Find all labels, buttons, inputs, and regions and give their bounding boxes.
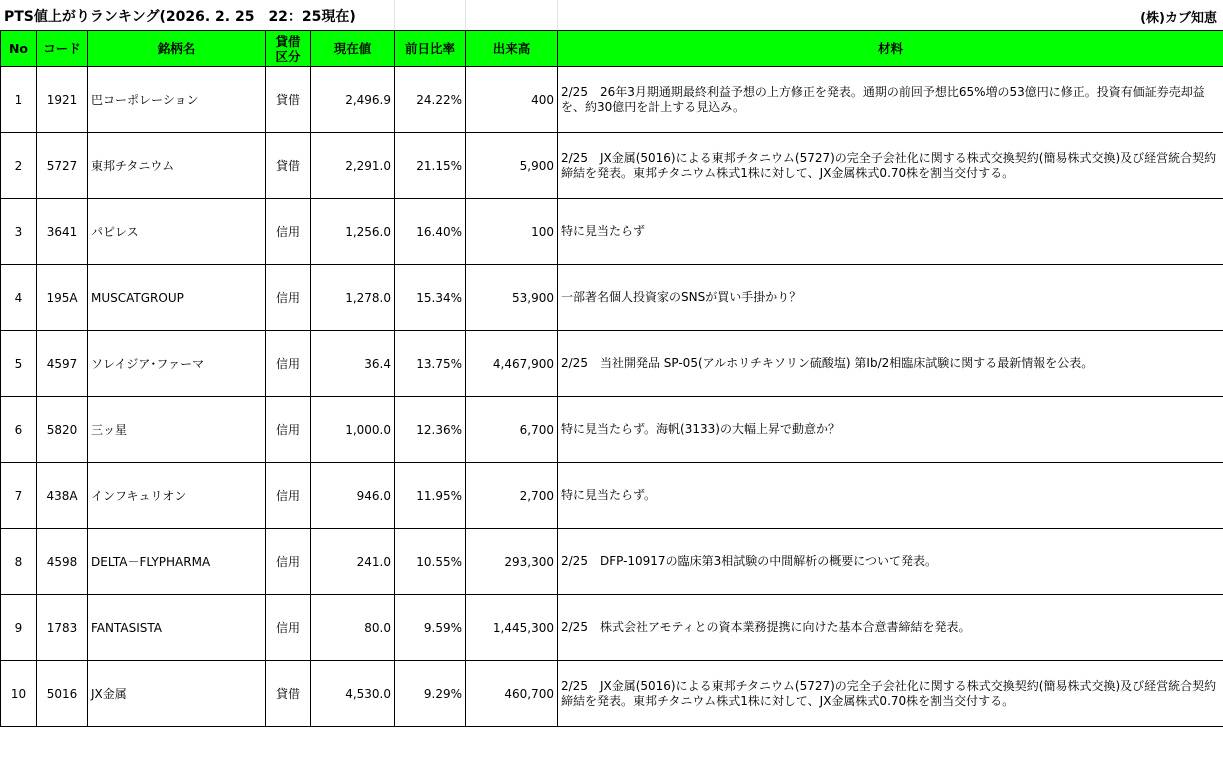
cell-name[interactable]: 東邦チタニウム	[88, 133, 266, 199]
table-row	[1, 265, 1223, 331]
cell-price[interactable]: 2,291.0	[311, 133, 395, 199]
page-title: PTS値上がりランキング(2026. 2. 25 22：25現在)	[4, 9, 356, 25]
cell-no[interactable]: 4	[1, 265, 37, 331]
cell-name[interactable]: パピレス	[88, 199, 266, 265]
cell-name[interactable]: 三ッ星	[88, 397, 266, 463]
cell-change[interactable]: 11.95%	[395, 463, 466, 529]
cell-no[interactable]: 1	[1, 67, 37, 133]
cell-material[interactable]: 2/25 26年3月期通期最終利益予想の上方修正を発表。通期の前回予想比65%増の53億円に修正。投資有価証券売却益を、約30億円を計上する見込み。	[558, 67, 1223, 133]
cell-no[interactable]: 8	[1, 529, 37, 595]
cell-material[interactable]: 2/25 DFP-10917の臨床第3相試験の中間解析の概要について発表。	[558, 529, 1223, 595]
cell-volume[interactable]: 5,900	[466, 133, 558, 199]
cell-code[interactable]: 438A	[37, 463, 88, 529]
cell-material[interactable]: 特に見当たらず。	[558, 463, 1223, 529]
cell-volume[interactable]: 53,900	[466, 265, 558, 331]
cell-volume[interactable]: 1,445,300	[466, 595, 558, 661]
col-header-code[interactable]: コード	[37, 31, 88, 67]
col-header-change[interactable]: 前日比率	[395, 31, 466, 67]
cell-code[interactable]: 4597	[37, 331, 88, 397]
cell-material[interactable]: 2/25 JX金属(5016)による東邦チタニウム(5727)の完全子会社化に関する株式交換契約(簡易株式交換)及び経営統合契約締結を発表。東邦チタニウム株式1株に対して、JX金属株式0.70株を割当交付する。	[558, 661, 1223, 727]
col-header-no[interactable]: No	[1, 31, 37, 67]
cell-no[interactable]: 5	[1, 331, 37, 397]
cell-price[interactable]: 241.0	[311, 529, 395, 595]
cell-no[interactable]: 9	[1, 595, 37, 661]
cell-no[interactable]: 10	[1, 661, 37, 727]
cell-name[interactable]: JX金属	[88, 661, 266, 727]
ranking-table	[0, 30, 1223, 727]
col-header-type[interactable]	[266, 31, 311, 67]
cell-change[interactable]: 10.55%	[395, 529, 466, 595]
cell-volume[interactable]: 6,700	[466, 397, 558, 463]
cell-no[interactable]: 3	[1, 199, 37, 265]
col-header-volume[interactable]: 出来高	[466, 31, 558, 67]
cell-type[interactable]: 貸借	[266, 67, 311, 133]
cell-name[interactable]: ソレイジア･ファーマ	[88, 331, 266, 397]
cell-volume[interactable]: 4,467,900	[466, 331, 558, 397]
cell-type[interactable]: 信用	[266, 199, 311, 265]
table-row	[1, 133, 1223, 199]
cell-code[interactable]: 1783	[37, 595, 88, 661]
cell-volume[interactable]: 460,700	[466, 661, 558, 727]
col-header-material[interactable]: 材料	[558, 31, 1223, 67]
table-row	[1, 595, 1223, 661]
cell-price[interactable]: 1,256.0	[311, 199, 395, 265]
cell-price[interactable]: 80.0	[311, 595, 395, 661]
cell-code[interactable]: 3641	[37, 199, 88, 265]
cell-code[interactable]: 5016	[37, 661, 88, 727]
cell-name[interactable]: インフキュリオン	[88, 463, 266, 529]
cell-material[interactable]: 2/25 当社開発品 SP-05(アルホリチキソリン硫酸塩) 第Ib/2相臨床試験に関する最新情報を公表。	[558, 331, 1223, 397]
cell-code[interactable]: 1921	[37, 67, 88, 133]
cell-type[interactable]: 信用	[266, 529, 311, 595]
cell-name[interactable]: DELTA－FLYPHARMA	[88, 529, 266, 595]
cell-type[interactable]: 信用	[266, 397, 311, 463]
cell-volume[interactable]: 2,700	[466, 463, 558, 529]
table-row	[1, 661, 1223, 727]
header-row	[1, 31, 1223, 67]
cell-material[interactable]: 2/25 JX金属(5016)による東邦チタニウム(5727)の完全子会社化に関する株式交換契約(簡易株式交換)及び経営統合契約締結を発表。東邦チタニウム株式1株に対して、JX金属株式0.70株を割当交付する。	[558, 133, 1223, 199]
cell-type[interactable]: 貸借	[266, 661, 311, 727]
cell-change[interactable]: 15.34%	[395, 265, 466, 331]
cell-type[interactable]: 信用	[266, 265, 311, 331]
cell-material[interactable]: 特に見当たらず。海帆(3133)の大幅上昇で動意か？	[558, 397, 1223, 463]
cell-no[interactable]: 2	[1, 133, 37, 199]
cell-code[interactable]: 5727	[37, 133, 88, 199]
cell-type[interactable]: 信用	[266, 595, 311, 661]
cell-volume[interactable]: 400	[466, 67, 558, 133]
cell-volume[interactable]: 293,300	[466, 529, 558, 595]
cell-change[interactable]: 13.75%	[395, 331, 466, 397]
cell-name[interactable]: MUSCATGROUP	[88, 265, 266, 331]
cell-material[interactable]: 一部著名個人投資家のSNSが買い手掛かり？	[558, 265, 1223, 331]
cell-change[interactable]: 21.15%	[395, 133, 466, 199]
cell-volume[interactable]: 100	[466, 199, 558, 265]
cell-name[interactable]: 巴コーポレーション	[88, 67, 266, 133]
cell-type[interactable]: 信用	[266, 331, 311, 397]
cell-price[interactable]: 946.0	[311, 463, 395, 529]
col-header-type-line2: 区分	[275, 48, 301, 64]
credit-label: (株)カブ知恵	[1140, 11, 1217, 26]
cell-name[interactable]: FANTASISTA	[88, 595, 266, 661]
col-header-type-line1: 貸借	[275, 33, 301, 49]
table-row	[1, 397, 1223, 463]
cell-no[interactable]: 7	[1, 463, 37, 529]
col-header-price[interactable]: 現在値	[311, 31, 395, 67]
col-header-name[interactable]: 銘柄名	[88, 31, 266, 67]
cell-price[interactable]: 4,530.0	[311, 661, 395, 727]
cell-change[interactable]: 24.22%	[395, 67, 466, 133]
cell-price[interactable]: 2,496.9	[311, 67, 395, 133]
cell-material[interactable]: 2/25 株式会社アモティとの資本業務提携に向けた基本合意書締結を発表。	[558, 595, 1223, 661]
cell-no[interactable]: 6	[1, 397, 37, 463]
cell-change[interactable]: 16.40%	[395, 199, 466, 265]
cell-change[interactable]: 9.59%	[395, 595, 466, 661]
title-row	[0, 0, 1223, 30]
cell-material[interactable]: 特に見当たらず	[558, 199, 1223, 265]
table-row	[1, 331, 1223, 397]
cell-type[interactable]: 貸借	[266, 133, 311, 199]
cell-code[interactable]: 4598	[37, 529, 88, 595]
cell-type[interactable]: 信用	[266, 463, 311, 529]
table-row	[1, 67, 1223, 133]
table-row	[1, 529, 1223, 595]
table-row	[1, 463, 1223, 529]
cell-change[interactable]: 12.36%	[395, 397, 466, 463]
cell-price[interactable]: 36.4	[311, 331, 395, 397]
cell-code[interactable]: 5820	[37, 397, 88, 463]
cell-price[interactable]: 1,278.0	[311, 265, 395, 331]
cell-code[interactable]: 195A	[37, 265, 88, 331]
table-row	[1, 199, 1223, 265]
cell-change[interactable]: 9.29%	[395, 661, 466, 727]
cell-price[interactable]: 1,000.0	[311, 397, 395, 463]
